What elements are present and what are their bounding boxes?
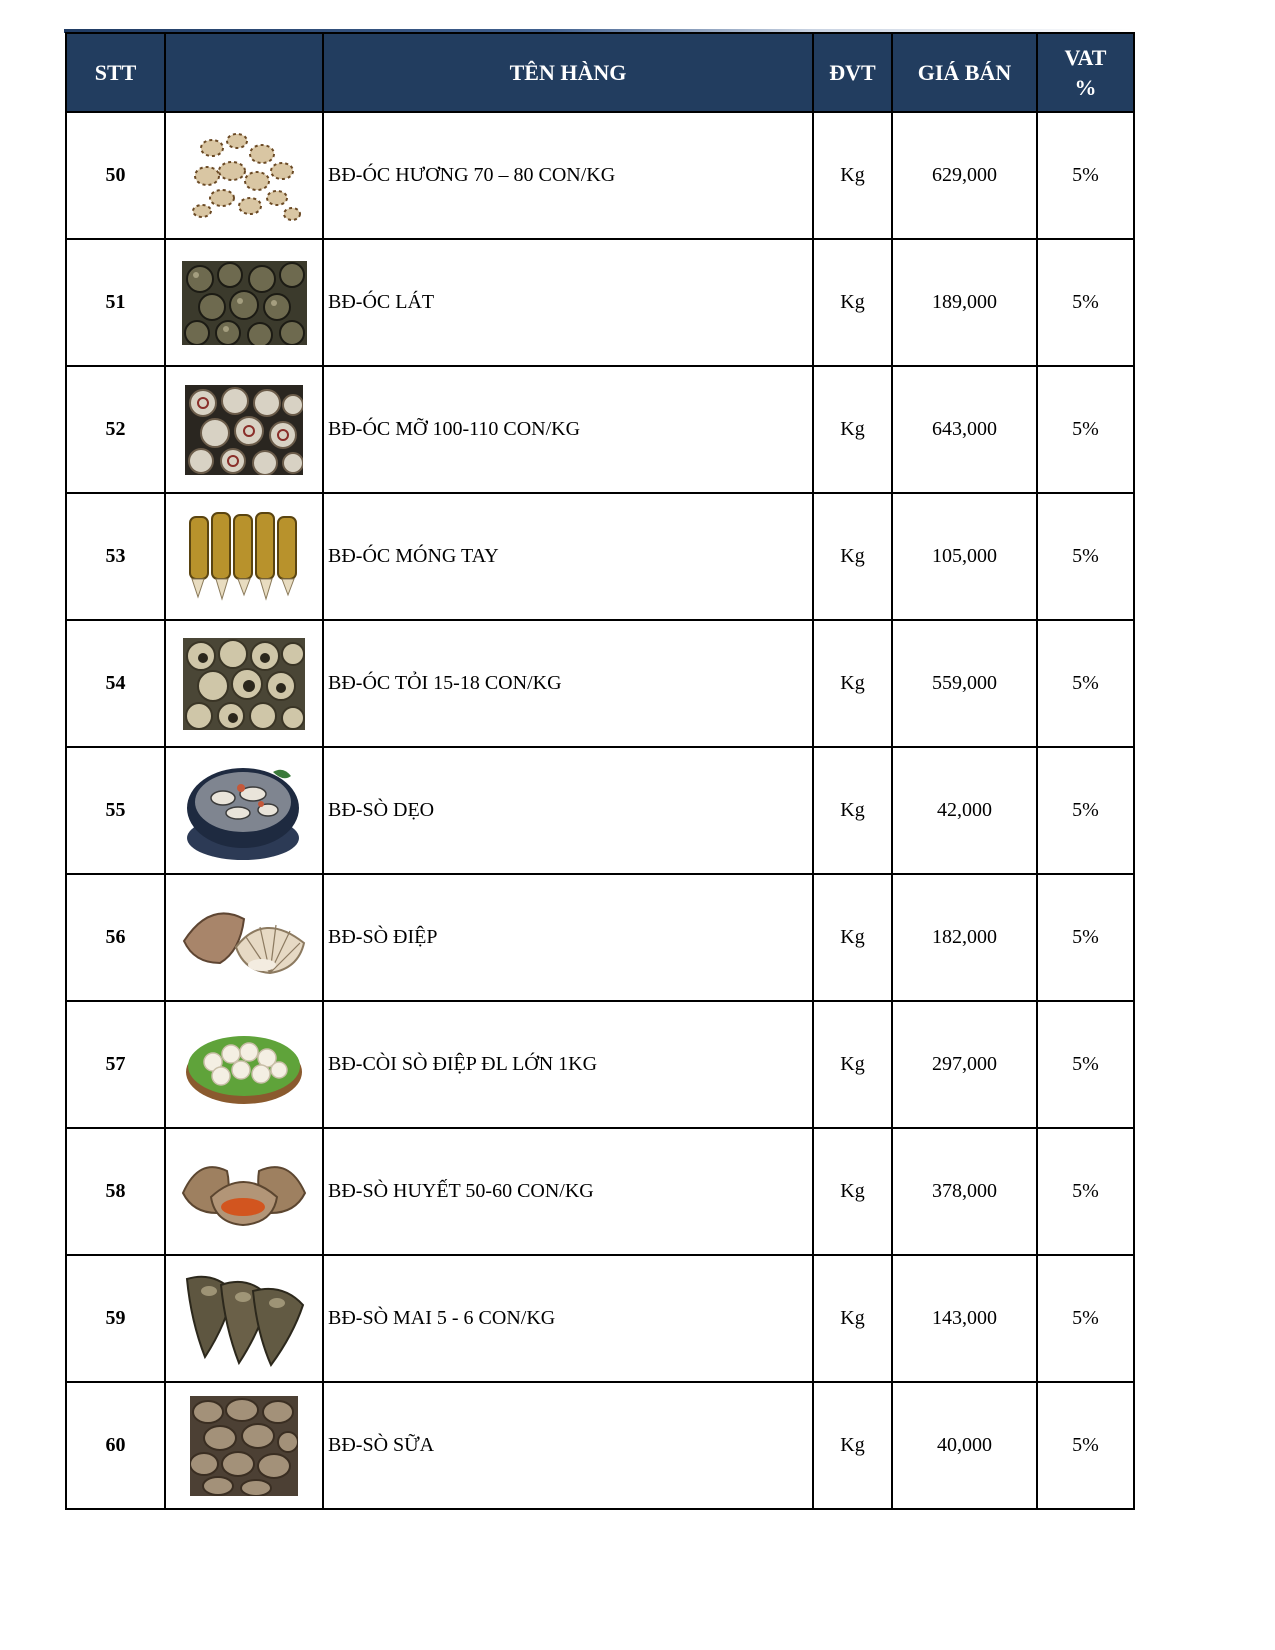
row-stt: 55 xyxy=(66,747,165,874)
row-unit: Kg xyxy=(813,1001,892,1128)
row-vat: 5% xyxy=(1037,747,1134,874)
scallop-meat-plate-photo xyxy=(183,1022,305,1108)
row-name: BĐ-ÓC HƯƠNG 70 – 80 CON/KG xyxy=(323,112,813,239)
header-vat-line1: VAT xyxy=(1064,44,1107,70)
spotted-babylon-snails-photo xyxy=(182,126,307,226)
milk-clams-photo xyxy=(190,1396,298,1496)
row-vat: 5% xyxy=(1037,620,1134,747)
table-row xyxy=(66,1001,1134,1128)
row-image-cell xyxy=(165,112,323,239)
clam-hotpot-photo xyxy=(183,758,305,864)
header-stt: STT xyxy=(66,33,165,112)
row-vat: 5% xyxy=(1037,493,1134,620)
row-vat: 5% xyxy=(1037,239,1134,366)
header-name: TÊN HÀNG xyxy=(323,33,813,112)
table-header-row xyxy=(66,33,1134,112)
row-price: 378,000 xyxy=(892,1128,1037,1255)
table-row xyxy=(66,1128,1134,1255)
garlic-snails-photo xyxy=(183,638,305,730)
row-unit: Kg xyxy=(813,620,892,747)
row-name: BĐ-ÓC MỠ 100-110 CON/KG xyxy=(323,366,813,493)
row-price: 105,000 xyxy=(892,493,1037,620)
row-stt: 60 xyxy=(66,1382,165,1509)
row-image-cell xyxy=(165,1128,323,1255)
row-vat: 5% xyxy=(1037,112,1134,239)
row-price: 629,000 xyxy=(892,112,1037,239)
row-name: BĐ-SÒ SỮA xyxy=(323,1382,813,1509)
table-row xyxy=(66,366,1134,493)
row-unit: Kg xyxy=(813,1382,892,1509)
row-unit: Kg xyxy=(813,747,892,874)
row-name: BĐ-SÒ HUYẾT 50-60 CON/KG xyxy=(323,1128,813,1255)
row-image-cell xyxy=(165,1001,323,1128)
row-price: 297,000 xyxy=(892,1001,1037,1128)
row-name: BĐ-ÓC TỎI 15-18 CON/KG xyxy=(323,620,813,747)
row-name: BĐ-ÓC MÓNG TAY xyxy=(323,493,813,620)
row-unit: Kg xyxy=(813,493,892,620)
row-price: 42,000 xyxy=(892,747,1037,874)
moon-snails-photo xyxy=(185,385,303,475)
header-price: GIÁ BÁN xyxy=(892,33,1037,112)
row-price: 143,000 xyxy=(892,1255,1037,1382)
blood-cockles-photo xyxy=(181,1157,307,1227)
row-price: 559,000 xyxy=(892,620,1037,747)
row-stt: 51 xyxy=(66,239,165,366)
row-vat: 5% xyxy=(1037,874,1134,1001)
row-image-cell xyxy=(165,620,323,747)
row-name: BĐ-CÒI SÒ ĐIỆP ĐL LỚN 1KG xyxy=(323,1001,813,1128)
row-stt: 52 xyxy=(66,366,165,493)
table-row xyxy=(66,112,1134,239)
table-row xyxy=(66,620,1134,747)
row-image-cell xyxy=(165,493,323,620)
table-row xyxy=(66,747,1134,874)
row-image-cell xyxy=(165,1255,323,1382)
scallop-shells-photo xyxy=(180,897,308,979)
price-table xyxy=(65,32,1135,1510)
header-vat xyxy=(1037,33,1134,112)
row-image-cell xyxy=(165,239,323,366)
row-name: BĐ-SÒ DẸO xyxy=(323,747,813,874)
header-image xyxy=(165,33,323,112)
row-unit: Kg xyxy=(813,874,892,1001)
pen-shells-photo xyxy=(183,1271,305,1367)
row-image-cell xyxy=(165,747,323,874)
header-unit: ĐVT xyxy=(813,33,892,112)
row-stt: 57 xyxy=(66,1001,165,1128)
row-price: 643,000 xyxy=(892,366,1037,493)
row-unit: Kg xyxy=(813,366,892,493)
row-name: BĐ-SÒ MAI 5 - 6 CON/KG xyxy=(323,1255,813,1382)
row-name: BĐ-ÓC LÁT xyxy=(323,239,813,366)
row-image-cell xyxy=(165,366,323,493)
row-vat: 5% xyxy=(1037,1128,1134,1255)
row-stt: 54 xyxy=(66,620,165,747)
table-row xyxy=(66,1255,1134,1382)
row-image-cell xyxy=(165,1382,323,1509)
row-image-cell xyxy=(165,874,323,1001)
razor-clams-photo xyxy=(182,509,307,605)
row-stt: 56 xyxy=(66,874,165,1001)
row-price: 40,000 xyxy=(892,1382,1037,1509)
row-unit: Kg xyxy=(813,112,892,239)
row-stt: 50 xyxy=(66,112,165,239)
row-price: 189,000 xyxy=(892,239,1037,366)
dark-river-snails-photo xyxy=(182,261,307,345)
row-stt: 53 xyxy=(66,493,165,620)
row-vat: 5% xyxy=(1037,1255,1134,1382)
row-stt: 59 xyxy=(66,1255,165,1382)
row-name: BĐ-SÒ ĐIỆP xyxy=(323,874,813,1001)
table-row xyxy=(66,493,1134,620)
row-stt: 58 xyxy=(66,1128,165,1255)
row-vat: 5% xyxy=(1037,1001,1134,1128)
table-row xyxy=(66,1382,1134,1509)
row-unit: Kg xyxy=(813,1128,892,1255)
table-row xyxy=(66,239,1134,366)
row-price: 182,000 xyxy=(892,874,1037,1001)
row-unit: Kg xyxy=(813,1255,892,1382)
row-vat: 5% xyxy=(1037,1382,1134,1509)
table-row xyxy=(66,874,1134,1001)
row-vat: 5% xyxy=(1037,366,1134,493)
row-unit: Kg xyxy=(813,239,892,366)
header-vat-line2: % xyxy=(1074,74,1097,100)
